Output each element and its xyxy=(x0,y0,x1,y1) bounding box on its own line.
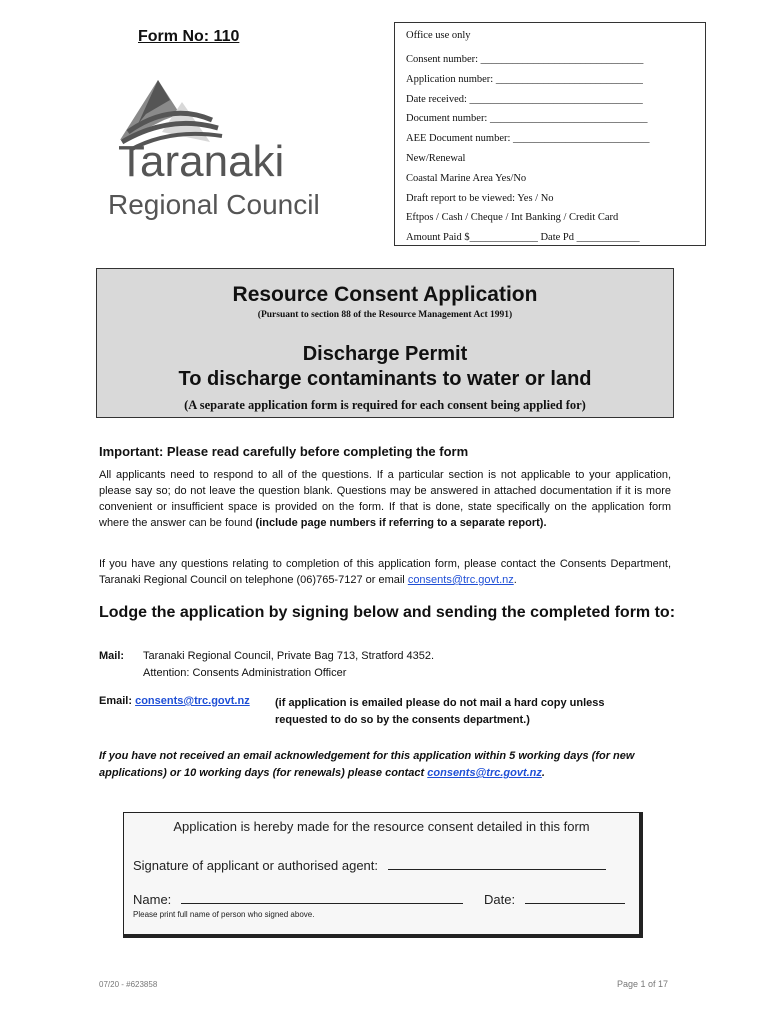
email-note-line2: requested to do so by the consents department.) xyxy=(275,714,530,726)
separate-application-note: (A separate application form is required for each consent being applied for) xyxy=(184,398,586,412)
form-number: Form No: 110 xyxy=(138,28,240,45)
lodge-heading: Lodge the application by signing below and sending the completed form to: xyxy=(99,604,676,621)
instructions-paragraph-2 xyxy=(99,556,671,588)
acknowledgement-notice xyxy=(99,748,679,782)
instructions-paragraph-1 xyxy=(99,467,671,531)
date-field[interactable] xyxy=(525,891,625,904)
document-reference: 07/20 - #623858 xyxy=(99,980,158,989)
notice-email-link[interactable]: consents@trc.govt.nz xyxy=(427,767,542,779)
signature-heading: Application is hereby made for the resource consent detailed in this form xyxy=(173,819,590,834)
office-use-box xyxy=(394,22,706,246)
notice-end: . xyxy=(541,767,545,779)
para1-bold: (include page numbers if referring to a separate report). xyxy=(255,517,547,529)
signature-hint: Please print full name of person who signed above. xyxy=(133,910,315,919)
signature-label: Signature of applicant or authorised agent: xyxy=(133,858,379,873)
important-heading: Important: Please read carefully before completing the form xyxy=(99,444,469,459)
name-label: Name: xyxy=(133,892,172,907)
office-amount-paid: Amount Paid $_____________ Date Pd ____________ xyxy=(406,232,640,244)
lodge-email-link[interactable]: consents@trc.govt.nz xyxy=(135,695,250,707)
office-aee-document-number: AEE Document number: __________________________ xyxy=(406,133,650,145)
email-note-line1: (if application is emailed please do not mail a hard copy unless xyxy=(275,697,605,709)
signature-box xyxy=(123,812,643,938)
date-row xyxy=(484,891,625,907)
office-payment-method: Eftpos / Cash / Cheque / Int Banking / Credit Card xyxy=(406,212,619,224)
pursuant-note: (Pursuant to section 88 of the Resource Management Act 1991) xyxy=(257,310,513,320)
office-draft-report: Draft report to be viewed: Yes / No xyxy=(406,192,554,204)
logo-name-line1: Taranaki xyxy=(118,137,285,186)
page-number: Page 1 of 17 xyxy=(617,979,669,989)
logo-name-line2: Regional Council xyxy=(108,189,320,220)
office-document-number: Document number: ______________________________ xyxy=(406,113,648,125)
name-field[interactable] xyxy=(181,891,463,904)
office-application-number: Application number: ____________________________ xyxy=(406,73,643,85)
mail-attention: Attention: Consents Administration Officer xyxy=(143,667,347,679)
office-use-title: Office use only xyxy=(406,30,471,41)
office-date-received: Date received: _________________________________ xyxy=(406,93,643,105)
para1-text: All applicants need to respond to all of the questions. If a particular section is not applicable to your application, please say so; do not leave the question blank. Questions may be answered in attached documentation if it is more convenient or insufficient space is provided on the form. If that is done, state specifically on the application form where the answer can be found xyxy=(99,469,671,529)
signature-field[interactable] xyxy=(388,857,606,870)
email-label: Email: xyxy=(99,695,136,707)
office-new-renewal: New/Renewal xyxy=(406,152,466,164)
signature-row xyxy=(133,857,606,873)
date-label: Date: xyxy=(484,892,516,907)
name-row xyxy=(133,891,463,907)
contact-email-link[interactable]: consents@trc.govt.nz xyxy=(407,574,514,586)
title-box xyxy=(96,268,674,418)
office-coastal-marine: Coastal Marine Area Yes/No xyxy=(406,172,527,184)
permit-purpose: To discharge contaminants to water or land xyxy=(178,368,592,390)
para2-text: If you have any questions relating to completion of this application form, please contact the Consents Department, Taranaki Regional Council on telephone (06)765-7127 or email xyxy=(99,558,671,586)
notice-text: If you have not received an email acknowledgement for this application within 5 working days (for new applications) or 10 working days (for renewals) please contact xyxy=(99,750,635,779)
page-title: Resource Consent Application xyxy=(232,283,538,306)
mail-address: Taranaki Regional Council, Private Bag 713, Stratford 4352. xyxy=(143,650,435,662)
email-block xyxy=(99,695,250,707)
permit-type: Discharge Permit xyxy=(302,343,468,365)
para2-end: . xyxy=(513,574,517,586)
mail-label: Mail: xyxy=(99,650,125,662)
office-consent-number: Consent number: _______________________________ xyxy=(406,54,644,65)
